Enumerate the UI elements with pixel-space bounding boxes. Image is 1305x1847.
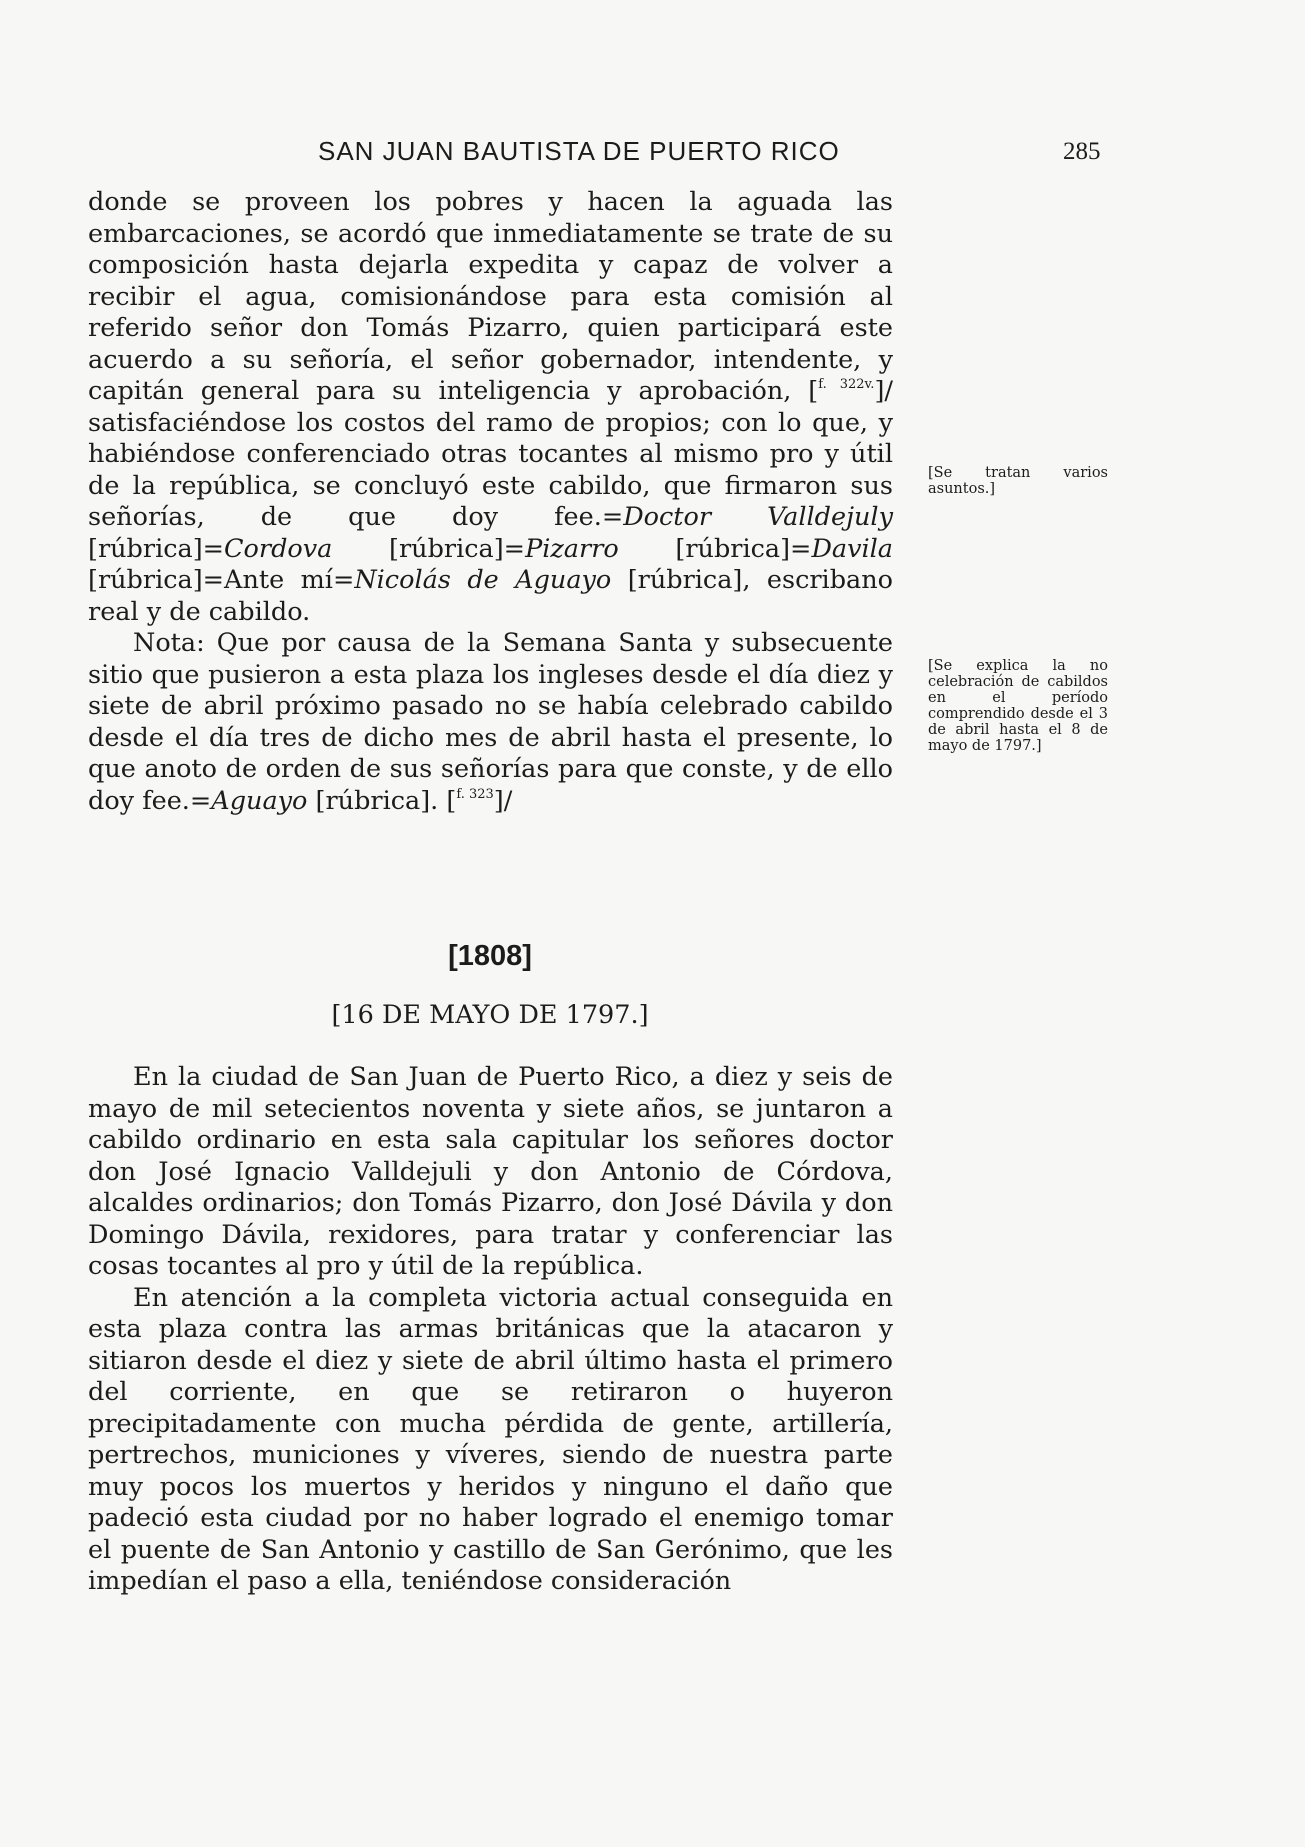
signature-aguayo-short: Aguayo	[211, 785, 308, 816]
paragraph-nota: Nota: Que por causa de la Semana Santa y subsecuente sitio que pusieron a esta plaza los ingleses desde el día diez y siete de abril próximo pasado no se había celebrado cabildo desde el día tres de dicho mes de abril hasta el presente, lo que anoto de orden de sus señorías para que conste, y de ello doy fee.=Aguayo [rúbrica]. [$^{f. 323}$]/	[88, 628, 893, 816]
signature-pizarro: Pizarro	[525, 533, 619, 564]
signature-valldejuly: Doctor Valldejuly	[623, 502, 893, 532]
paragraph-continuation: donde se proveen los pobres y hacen la aguada las embarcaciones, se acordó que inmediatamente se trate de su composición hasta dejarla expedita y capaz de volver a recibir el agua, comisionándose para esta comisión al referido señor don Tomás Pizarro, quien participará este acuerdo a su señoría, el señor gobernador, intendente, y capitán general para su inteligencia y aprobación, [$^{f. 322v.}$]/ satisfaciéndose los costos del ramo de propios; con lo que, y habiéndose conferenciado otras tocantes al mismo pro y útil de la república, se concluyó este cabildo, que firmaron sus señorías, de que doy fee.=Doctor Valldejuly [rúbrica]=Cordova [rúbrica]=Pizarro [rúbrica]=Davila [rúbrica]=Ante mí=Nicolás de Aguayo [rúbrica], escribano real y de cabildo.	[88, 187, 894, 627]
body-text-top	[88, 187, 893, 817]
paragraph-victoria: En atención a la completa victoria actual conseguida en esta plaza contra las armas británicas que la atacaron y sitiaron desde el diez y siete de abril último hasta el primero del corriente, en que se retiraron o huyeron precipitadamente con mucha pérdida de gente, artillería, pertrechos, municiones y víveres, siendo de nuestra parte muy pocos los muertos y heridos y ninguno el daño que padeció esta ciudad por no haber logrado el enemigo tomar el puente de San Antonio y castillo de San Gerónimo, que les impedían el paso a ella, teniéndose consideración	[88, 1282, 893, 1596]
page-header	[0, 136, 1305, 176]
signature-cordova: Cordova	[224, 533, 333, 564]
signature-davila: Davila	[811, 533, 894, 564]
document-number: [1808]	[448, 940, 532, 972]
signature-aguayo: Nicolás de Aguayo	[354, 565, 612, 595]
body-text-bottom	[88, 1062, 893, 1598]
folio-marker: f. 323	[456, 786, 494, 802]
paragraph-opening: En la ciudad de San Juan de Puerto Rico, a diez y seis de mayo de mil setecientos noventa y siete años, se juntaron a cabildo ordinario en esta sala capitular los señores doctor don José Ignacio Valldejuli y don Antonio de Córdova, alcaldes ordinarios; don Tomás Pizarro, don José Dávila y don Domingo Dávila, rexidores, para tratar y conferenciar las cosas tocantes al pro y útil de la república.	[88, 1062, 893, 1281]
margin-note-asuntos: [Se tratan varios asuntos.]	[928, 465, 1108, 497]
document-date: [16 DE MAYO DE 1797.]	[331, 1000, 649, 1030]
margin-note-cabildos: [Se explica la no celebración de cabildos en el período comprendido desde el 3 de abril hasta el 8 de mayo de 1797.]	[928, 658, 1108, 754]
running-title: SAN JUAN BAUTISTA DE PUERTO RICO	[318, 136, 840, 166]
folio-marker: f. 322v.	[818, 377, 875, 392]
page-number: 285	[1063, 138, 1101, 165]
